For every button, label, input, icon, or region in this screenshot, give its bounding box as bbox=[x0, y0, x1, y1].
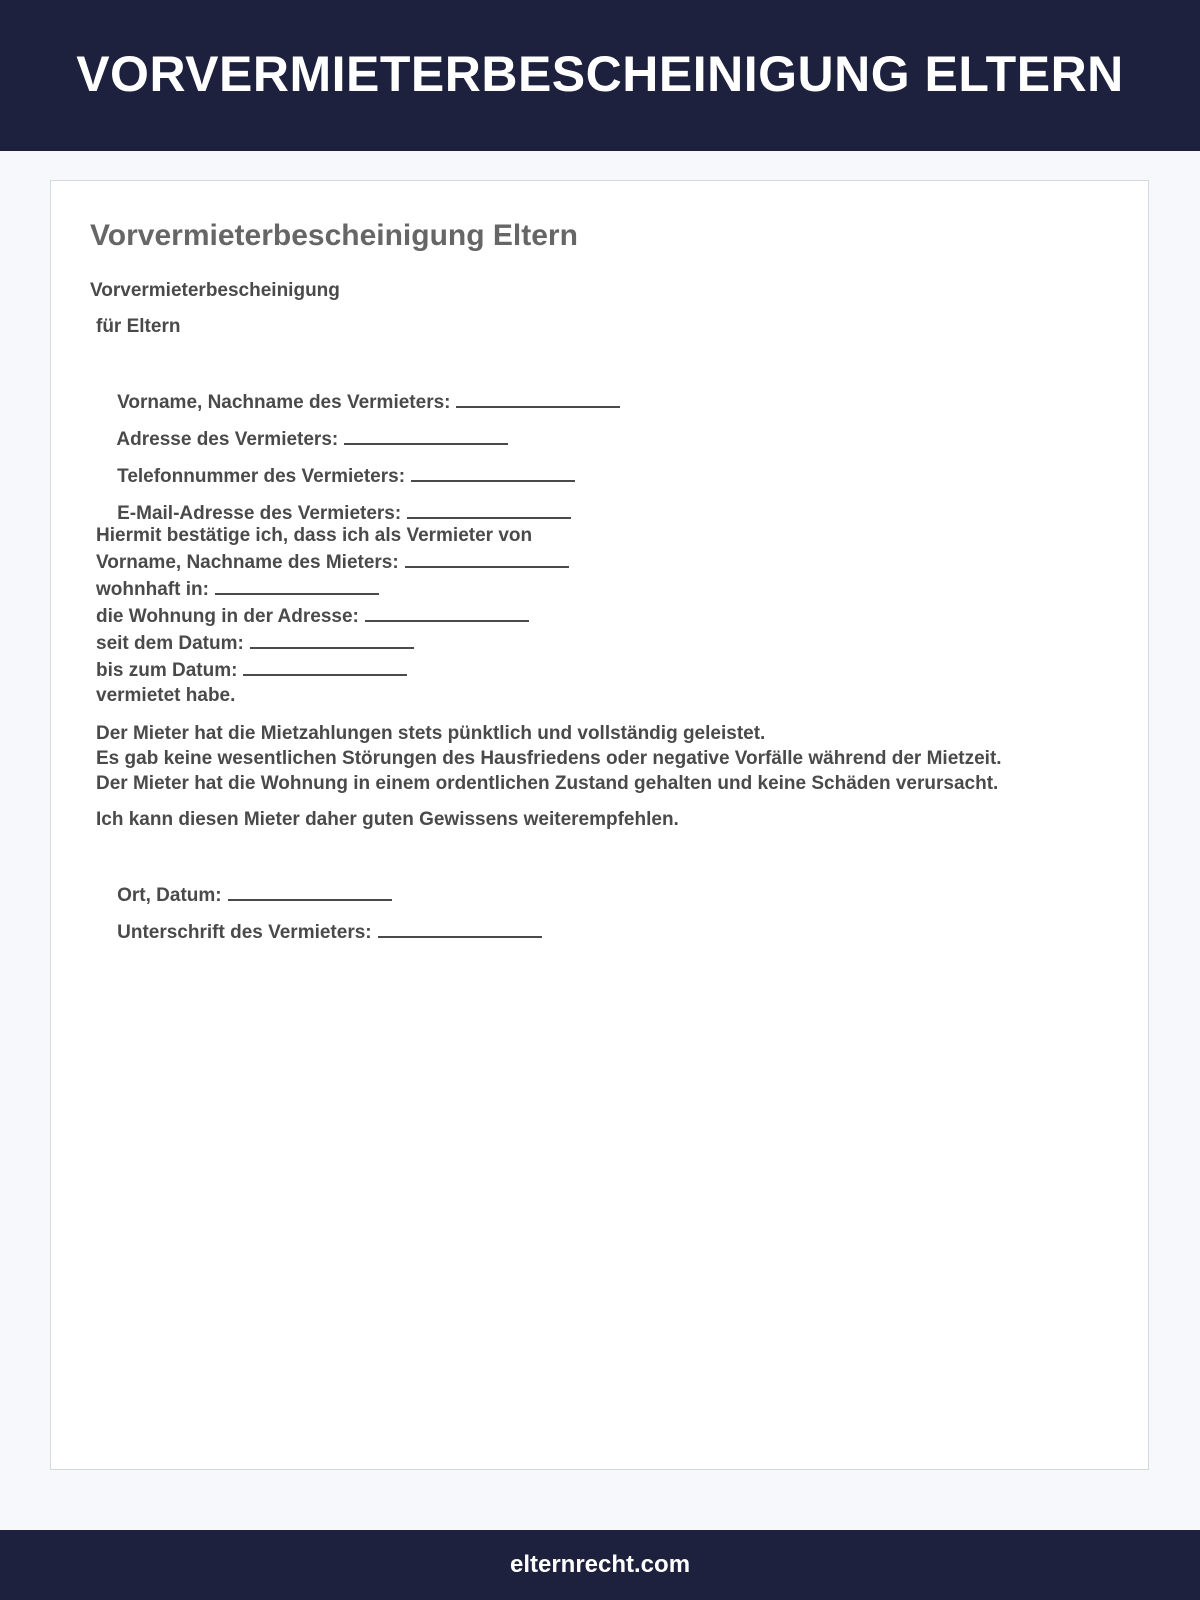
tenant-name-field[interactable] bbox=[96, 548, 569, 575]
until-date-blank[interactable] bbox=[243, 656, 407, 676]
resident-in-blank[interactable] bbox=[215, 575, 379, 595]
document-heading: Vorvermieterbescheinigung bbox=[90, 280, 340, 301]
footer-site-link[interactable]: elternrecht.com bbox=[509, 1551, 691, 1578]
place-date-label: Ort, Datum: bbox=[117, 885, 222, 906]
apartment-address-blank[interactable] bbox=[365, 602, 529, 622]
statements-block bbox=[96, 721, 1002, 796]
tenant-name-blank[interactable] bbox=[405, 548, 569, 568]
confirmation-block bbox=[96, 523, 569, 708]
confirmation-intro: Hiermit bestätige ich, dass ich als Vermieter von bbox=[96, 525, 533, 546]
since-date-field[interactable] bbox=[96, 629, 569, 656]
document-card bbox=[50, 180, 1149, 1470]
resident-in-label: wohnhaft in: bbox=[96, 579, 209, 600]
recommendation: Ich kann diesen Mieter daher guten Gewissens weiterempfehlen. bbox=[96, 809, 679, 830]
landlord-phone-label: Telefonnummer des Vermieters: bbox=[117, 466, 406, 487]
landlord-address-label: Adresse des Vermieters: bbox=[116, 429, 339, 450]
landlord-name-label: Vorname, Nachname des Vermieters: bbox=[117, 392, 451, 413]
footer-bar bbox=[0, 1530, 1200, 1600]
banner-title: VORVERMIETERBESCHEINIGUNG ELTERN bbox=[76, 46, 1124, 102]
header-banner bbox=[0, 0, 1200, 151]
document-title: Vorvermieterbescheinigung Eltern bbox=[90, 219, 578, 252]
resident-in-field[interactable] bbox=[96, 575, 569, 602]
landlord-email-label: E-Mail-Adresse des Vermieters: bbox=[117, 503, 402, 524]
apartment-address-label: die Wohnung in der Adresse: bbox=[96, 606, 359, 627]
signature-blank[interactable] bbox=[378, 918, 542, 938]
apartment-address-field[interactable] bbox=[96, 602, 569, 629]
signature-label: Unterschrift des Vermieters: bbox=[117, 922, 372, 943]
until-date-field[interactable] bbox=[96, 656, 569, 683]
document-subheading: für Eltern bbox=[96, 316, 181, 337]
until-date-label: bis zum Datum: bbox=[96, 660, 238, 681]
since-date-label: seit dem Datum: bbox=[96, 633, 244, 654]
statement-peace: Es gab keine wesentlichen Störungen des Hausfriedens oder negative Vorfälle während der Mietzeit. bbox=[96, 748, 1002, 769]
signature-field[interactable] bbox=[96, 893, 542, 970]
tenant-name-label: Vorname, Nachname des Mieters: bbox=[96, 552, 399, 573]
landlord-email-blank[interactable] bbox=[407, 499, 571, 519]
statement-payments: Der Mieter hat die Mietzahlungen stets pünktlich und vollständig geleistet. bbox=[96, 723, 766, 744]
confirmation-closing: vermietet habe. bbox=[96, 685, 236, 706]
statement-condition: Der Mieter hat die Wohnung in einem ordentlichen Zustand gehalten und keine Schäden verursacht. bbox=[96, 773, 999, 794]
since-date-blank[interactable] bbox=[250, 629, 414, 649]
